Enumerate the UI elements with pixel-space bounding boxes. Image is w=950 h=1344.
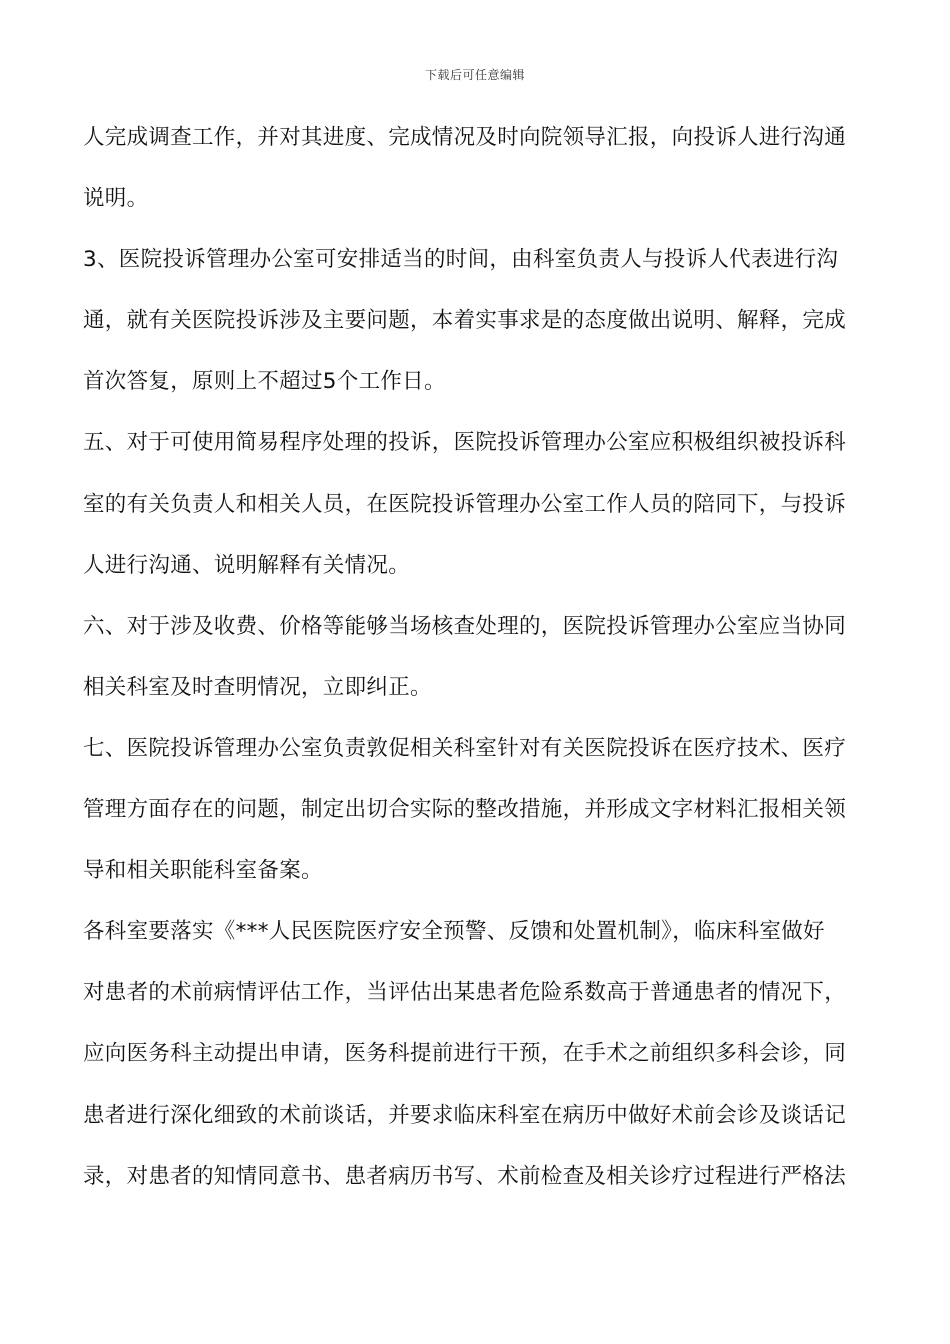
text-line: 七、医院投诉管理办公室负责敦促相关科室针对有关医院投诉在医疗技术、医疗 — [83, 735, 847, 761]
text-line: 室的有关负责人和相关人员，在医院投诉管理办公室工作人员的陪同下，与投诉 — [83, 491, 847, 517]
text-line: 录，对患者的知情同意书、患者病历书写、术前检查及相关诊疗过程进行严格法 — [83, 1163, 847, 1189]
text-line: 六、对于涉及收费、价格等能够当场核查处理的，医院投诉管理办公室应当协同 — [83, 613, 847, 639]
text-line: 通，就有关医院投诉涉及主要问题，本着实事求是的态度做出说明、解释，完成 — [83, 308, 847, 334]
text-line: 对患者的术前病情评估工作，当评估出某患者危险系数高于普通患者的情况下， — [83, 980, 847, 1006]
page-header: 下载后可任意编辑 — [424, 68, 525, 82]
text-line: 各科室要落实《***人民医院医疗安全预警、反馈和处置机制》，临床科室做好 — [83, 919, 825, 945]
text-line: 首次答复，原则上不超过5个工作日。 — [83, 369, 446, 395]
text-line: 说明。 — [83, 186, 149, 212]
text-line: 人进行沟通、说明解释有关情况。 — [83, 552, 411, 578]
document-body — [83, 118, 873, 1218]
text-line: 五、对于可使用简易程序处理的投诉，医院投诉管理办公室应积极组织被投诉科 — [83, 430, 847, 456]
text-line: 人完成调查工作，并对其进度、完成情况及时向院领导汇报，向投诉人进行沟通 — [83, 125, 847, 150]
text-line: 3、医院投诉管理办公室可安排适当的时间，由科室负责人与投诉人代表进行沟 — [83, 247, 839, 273]
text-line: 相关科室及时查明情况，立即纠正。 — [83, 674, 432, 700]
text-line: 应向医务科主动提出申请，医务科提前进行干预，在手术之前组织多科会诊，同 — [83, 1041, 847, 1067]
text-line: 管理方面存在的问题，制定出切合实际的整改措施，并形成文字材料汇报相关领 — [83, 797, 847, 823]
text-line: 导和相关职能科室备案。 — [83, 858, 323, 884]
text-line: 患者进行深化细致的术前谈话，并要求临床科室在病历中做好术前会诊及谈话记 — [83, 1102, 847, 1128]
